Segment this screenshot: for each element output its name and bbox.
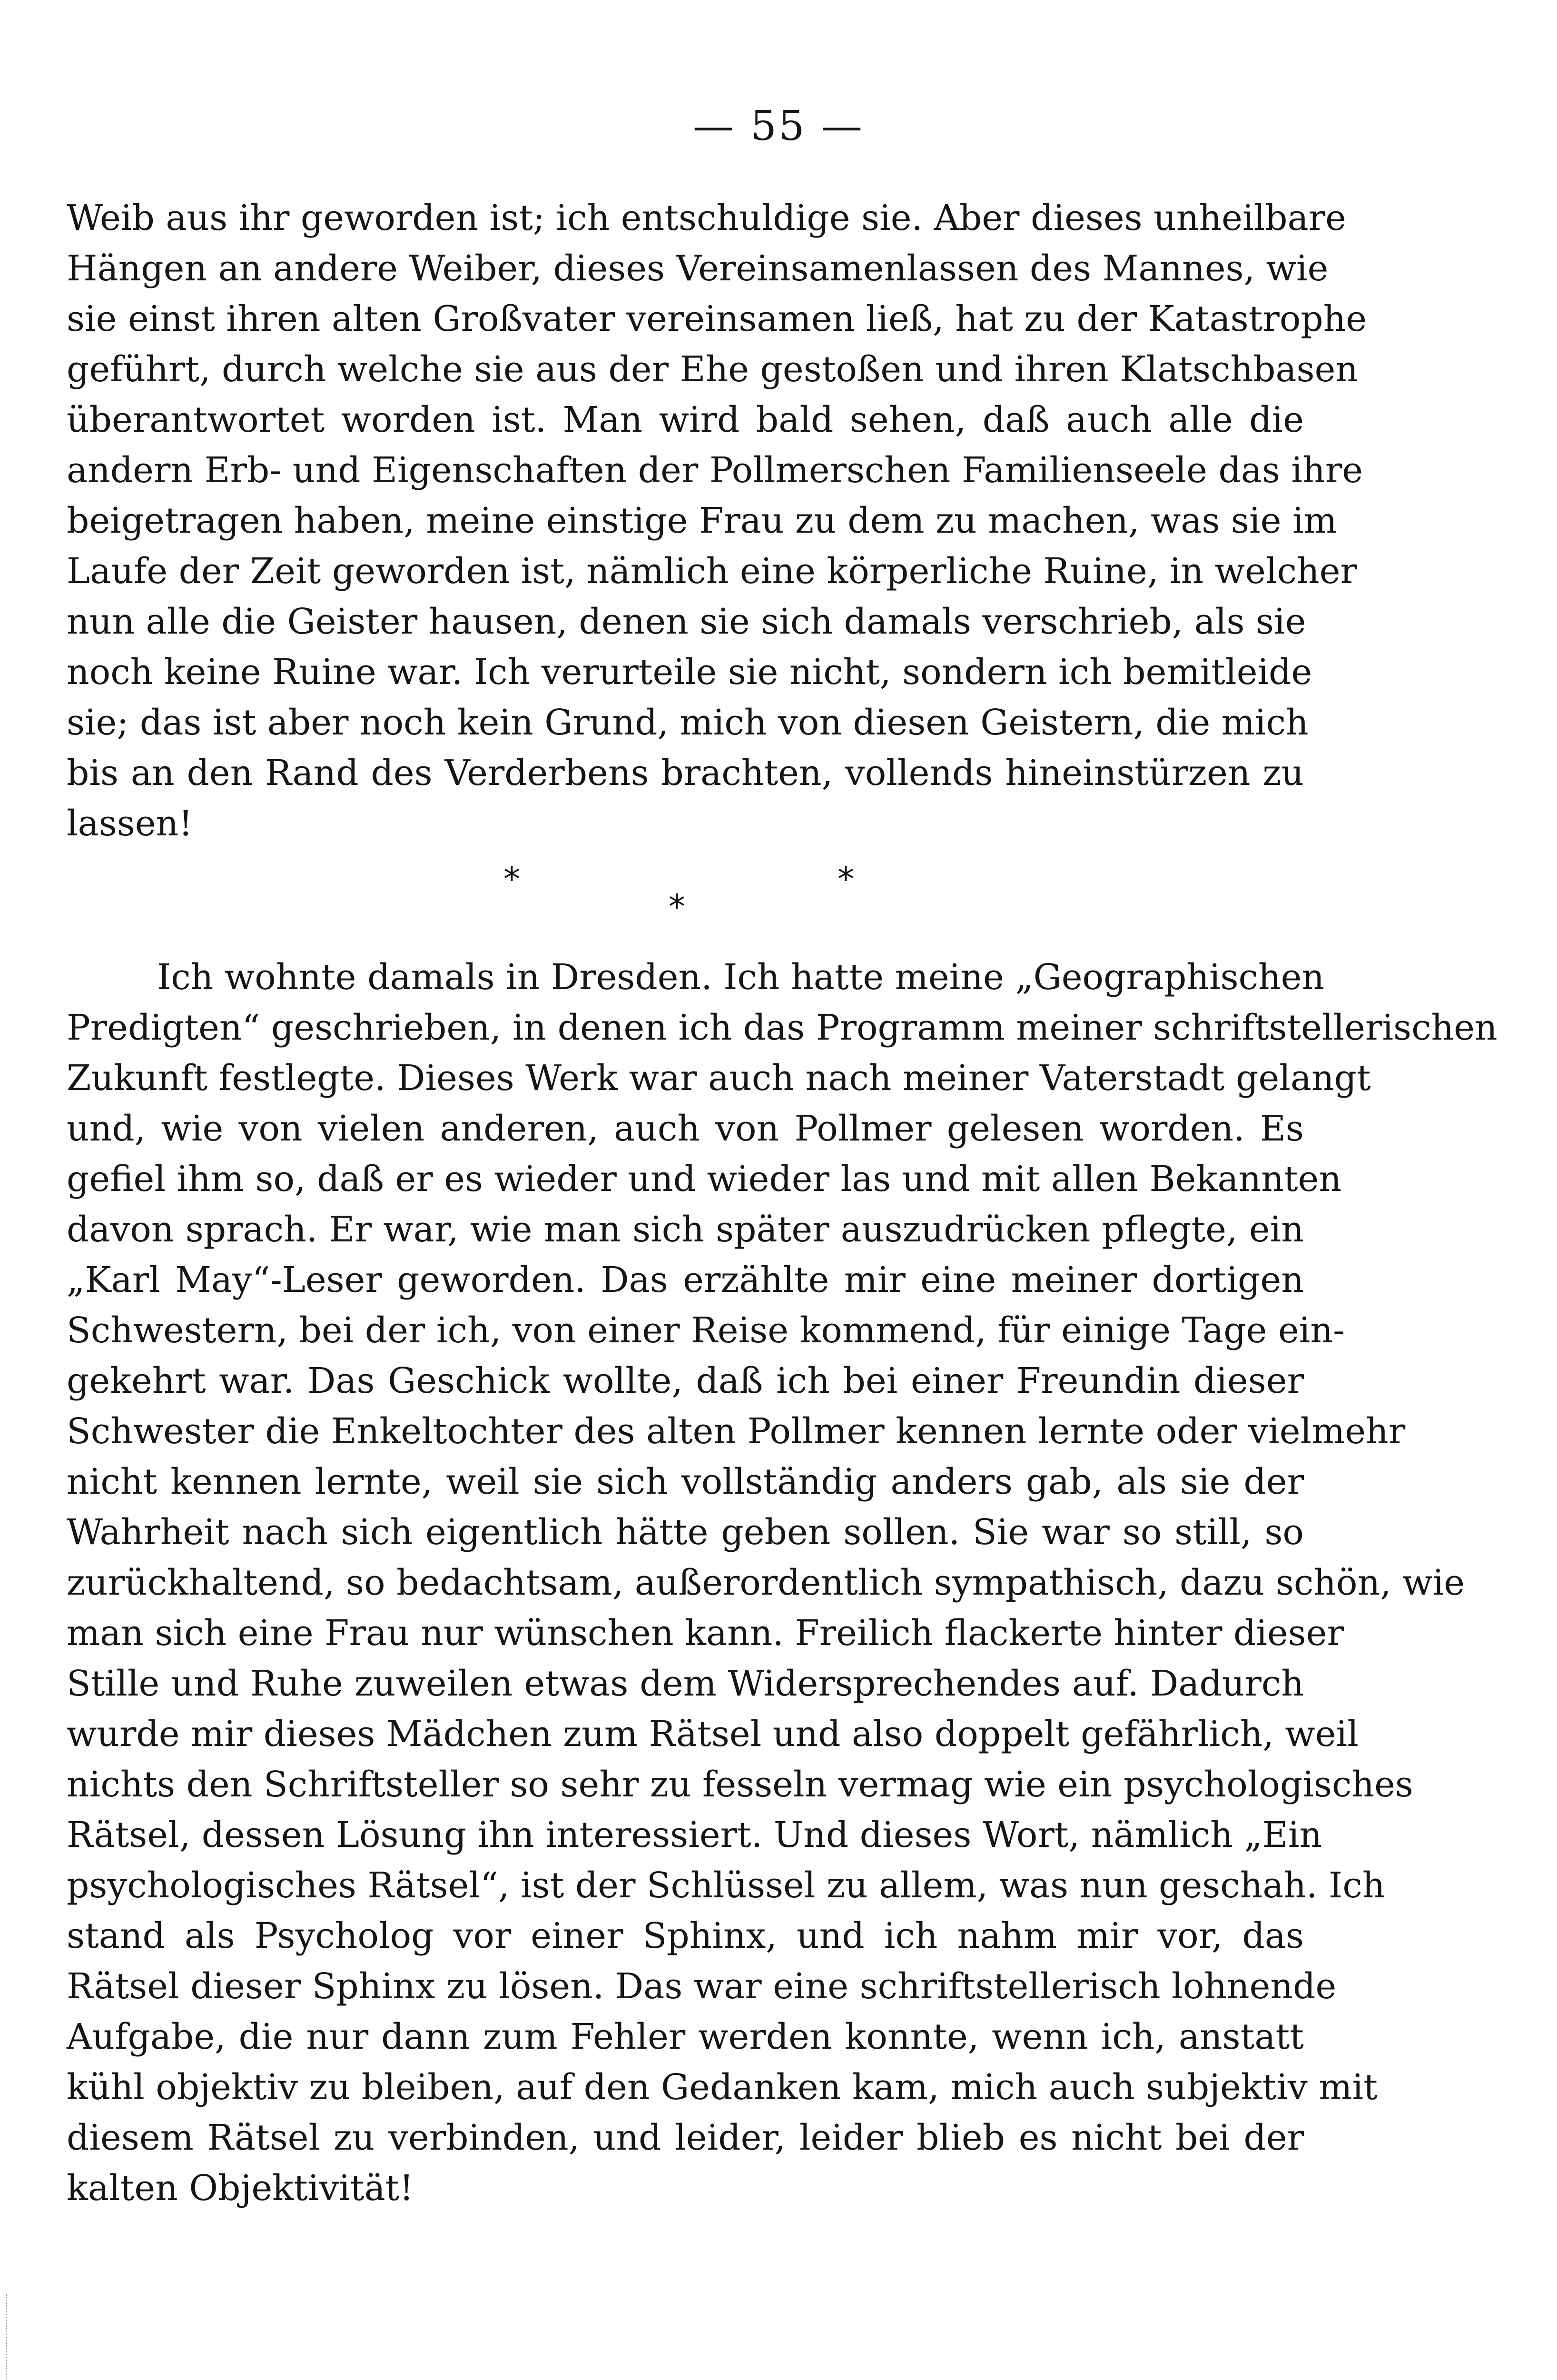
text-line: geführt, durch welche sie aus der Ehe gestoßen und ihren Klatschbasen: [67, 349, 1359, 390]
text-line: Rätsel dieser Sphinx zu lösen. Das war eine schriftstellerisch lohnende: [67, 1966, 1337, 2007]
text-line: Zukunft festlegte. Dieses Werk war auch nach meiner Vaterstadt gelangt: [67, 1058, 1371, 1099]
paragraph-1: [67, 193, 1367, 849]
text-line: nichts den Schriftsteller so sehr zu fesseln vermag wie ein psychologisches: [67, 1764, 1413, 1805]
text-line: gefiel ihm so, daß er es wieder und wieder las und mit allen Bekannten: [67, 1159, 1342, 1200]
text-line: Weib aus ihr geworden ist; ich entschuldige sie. Aber dieses unheilbare: [67, 198, 1346, 238]
text-line: bis an den Rand des Verderbens brachten, vollends hineinstürzen zu: [67, 753, 1304, 793]
page-number: — 55 —: [692, 102, 865, 150]
text-line: gekehrt war. Das Geschick wollte, daß ich bei einer Freundin dieser: [67, 1360, 1304, 1401]
text-line: lassen!: [67, 803, 193, 844]
text-line: wurde mir dieses Mädchen zum Rätsel und also doppelt gefährlich, weil: [67, 1714, 1359, 1755]
text-line: noch keine Ruine war. Ich verurteile sie nicht, sondern ich bemitleide: [67, 652, 1312, 693]
text-line: zurückhaltend, so bedachtsam, außerordentlich sympathisch, dazu schön, wie: [67, 1562, 1465, 1603]
text-line: nicht kennen lernte, weil sie sich vollständig anders gab, als sie der: [67, 1461, 1304, 1502]
text-line: sie; das ist aber noch kein Grund, mich von diesen Geistern, die mich: [67, 702, 1309, 743]
text-line: Stille und Ruhe zuweilen etwas dem Widersprechendes auf. Dadurch: [67, 1663, 1304, 1704]
text-line: diesem Rätsel zu verbinden, und leider, leider blieb es nicht bei der: [67, 2117, 1304, 2158]
text-line: psychologisches Rätsel“, ist der Schlüssel zu allem, was nun geschah. Ich: [67, 1865, 1385, 1906]
text-line: Wahrheit nach sich eigentlich hätte geben sollen. Sie war so still, so: [67, 1512, 1304, 1553]
text-line: Laufe der Zeit geworden ist, nämlich eine körperliche Ruine, in welcher: [67, 551, 1357, 592]
text-line: Schwester die Enkeltochter des alten Pollmer kennen lernte oder vielmehr: [67, 1411, 1406, 1452]
text-line: Predigten“ geschrieben, in denen ich das Programm meiner schriftstellerischen: [67, 1007, 1498, 1048]
text-line: „Karl May“-Leser geworden. Das erzählte mir eine meiner dortigen: [67, 1259, 1304, 1300]
text-line: man sich eine Frau nur wünschen kann. Freilich flackerte hinter dieser: [67, 1613, 1344, 1654]
text-line: Ich wohnte damals in Dresden. Ich hatte meine „Geographischen: [157, 957, 1325, 998]
asterisk-ornament: *: [669, 887, 685, 926]
text-line: kalten Objektivität!: [67, 2168, 414, 2209]
scan-margin-marks: [6, 2294, 10, 2380]
text-line: andern Erb- und Eigenschaften der Pollmerschen Familienseele das ihre: [67, 450, 1363, 491]
text-line: Aufgabe, die nur dann zum Fehler werden konnte, wenn ich, anstatt: [67, 2016, 1304, 2057]
text-line: Rätsel, dessen Lösung ihn interessiert. Und dieses Wort, nämlich „Ein: [67, 1815, 1322, 1855]
text-line: stand als Psycholog vor einer Sphinx, und ich nahm mir vor, das: [67, 1915, 1304, 1956]
asterisk-ornament: *: [838, 860, 854, 899]
text-line: sie einst ihren alten Großvater vereinsamen ließ, hat zu der Katastrophe: [67, 298, 1367, 339]
text-line: überantwortet worden ist. Man wird bald sehen, daß auch alle die: [67, 399, 1304, 440]
text-line: nun alle die Geister hausen, denen sie sich damals verschrieb, als sie: [67, 601, 1306, 642]
text-line: und, wie von vielen anderen, auch von Pollmer gelesen worden. Es: [67, 1108, 1304, 1149]
text-line: beigetragen haben, meine einstige Frau zu dem zu machen, was sie im: [67, 500, 1337, 541]
text-line: davon sprach. Er war, wie man sich später auszudrücken pflegte, ein: [67, 1209, 1304, 1250]
text-line: Hängen an andere Weiber, dieses Vereinsamenlassen des Mannes, wie: [67, 248, 1329, 289]
paragraph-2: [67, 952, 1498, 2213]
text-line: kühl objektiv zu bleiben, auf den Gedanken kam, mich auch subjektiv mit: [67, 2067, 1378, 2108]
asterisk-ornament: *: [503, 860, 520, 899]
text-line: Schwestern, bei der ich, von einer Reise kommend, für einige Tage ein-: [67, 1310, 1345, 1351]
